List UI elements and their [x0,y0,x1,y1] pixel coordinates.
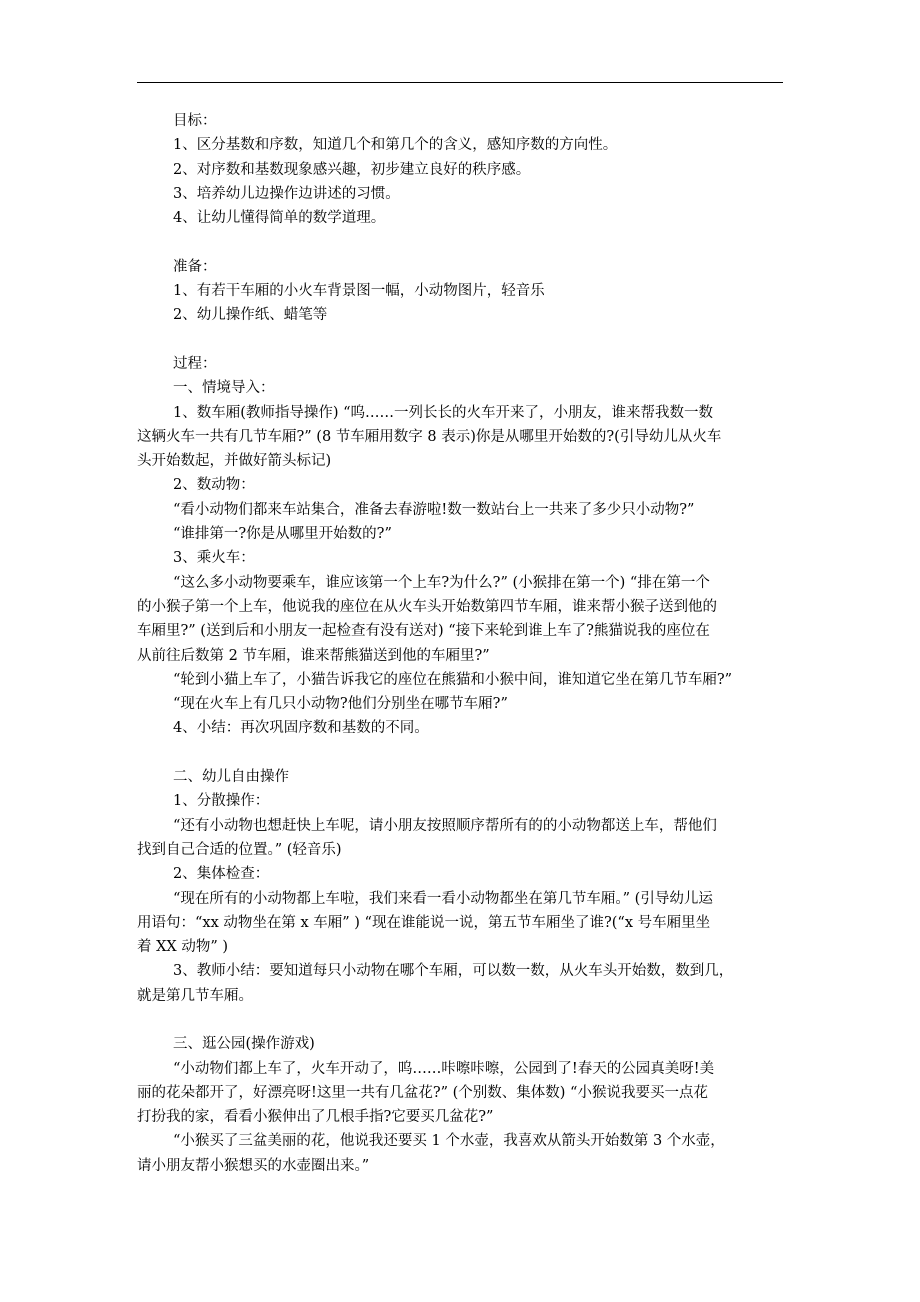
paragraph-line: “小猴买了三盆美丽的花，他说我还要买 1 个水壶，我喜欢从箭头开始数第 3 个水壶， [173,1133,725,1150]
paragraph-line: 的小猴子第一个上车，他说我的座位在从火车头开始数第四节车厢，谁来帮小猴子送到他的 [137,598,717,615]
process-heading: 过程： [173,355,217,372]
paragraph-line: 1、数车厢(教师指导操作) “呜……一列长长的火车开来了，小朋友，谁来帮我数一数 [173,404,714,421]
spacer [137,230,797,254]
paragraph-line: “小动物们都上车了，火车开动了，呜……咔嚓咔嚓，公园到了!春天的公园真美呀!美 [173,1060,715,1077]
paragraph-line: “现在所有的小动物都上车啦，我们来看一看小动物都坐在第几节车厢。” (引导幼儿运 [173,890,713,907]
goal-item: 2、对序数和基数现象感兴趣，初步建立良好的秩序感。 [173,161,531,178]
header-rule [137,82,783,83]
paragraph-line: “轮到小猫上车了，小猫告诉我它的座位在熊猫和小猴中间，谁知道它坐在第几节车厢?” [173,671,733,688]
spacer [137,1008,797,1032]
paragraph-line: “看小动物们都来车站集合，准备去春游啦!数一数站台上一共来了多少只小动物?” [173,501,695,518]
paragraph-line: “这么多小动物要乘车，谁应该第一个上车?为什么?” (小猴排在第一个) “排在第一个 [173,574,710,591]
prep-item: 2、幼儿操作纸、蜡笔等 [173,307,328,324]
paragraph-line: 1、分散操作： [173,793,270,810]
spacer [137,328,797,352]
paragraph-line: 找到自己合适的位置。” (轻音乐) [137,841,342,858]
goals-heading: 目标： [173,113,217,129]
paragraph-line: 4、小结：再次巩固序数和基数的不同。 [173,720,429,737]
section-title: 二、幼儿自由操作 [173,769,289,786]
paragraph-line: 这辆火车一共有几节车厢?” (8 节车厢用数字 8 表示)你是从哪里开始数的?(引导幼儿从火车 [137,428,722,445]
goal-item: 1、区分基数和序数，知道几个和第几个的含义，感知序数的方向性。 [173,137,618,154]
paragraph-line: 打扮我的家，看看小猴伸出了几根手指?它要买几盆花?” [137,1109,494,1126]
spacer [137,741,797,765]
paragraph-line: 车厢里?” (送到后和小朋友一起检查有没有送对) “接下来轮到谁上车了?熊猫说我的座位在 [137,623,710,640]
paragraph-line: 就是第几节车厢。 [137,987,253,1004]
section-title: 一、情境导入： [173,380,275,397]
paragraph-line: “还有小动物也想赶快上车呢，请小朋友按照顺序帮所有的的小动物都送上车，帮他们 [173,817,717,834]
section-title: 三、逛公园(操作游戏) [173,1036,315,1053]
paragraph-line: 着 XX 动物” ) [137,939,229,956]
paragraph-line: 2、集体检查： [173,866,270,883]
paragraph-line: “谁排第一?你是从哪里开始数的?” [173,526,392,543]
paragraph-line: 头开始数起，并做好箭头标记) [137,453,332,470]
prep-item: 1、有若干车厢的小火车背景图一幅，小动物图片，轻音乐 [173,283,545,300]
paragraph-line: 用语句：“xx 动物坐在第 x 车厢” ) “现在谁能说一说，第五节车厢坐了谁?(“x 号车厢里坐 [137,914,711,931]
paragraph-line: “现在火车上有几只小动物?他们分别坐在哪节车厢?” [173,696,508,713]
paragraph-line: 2、数动物： [173,477,255,494]
paragraph-line: 丽的花朵都开了，好漂亮呀!这里一共有几盆花?” (个别数、集体数) “小猴说我要买一点花 [137,1084,708,1101]
paragraph-line: 3、教师小结：要知道每只小动物在哪个车厢，可以数一数，从火车头开始数，数到几， [173,963,734,980]
goal-item: 3、培养幼儿边操作边讲述的习惯。 [173,185,400,202]
paragraph-line: 请小朋友帮小猴想买的水壶圈出来。” [137,1157,370,1174]
goal-item: 4、让幼儿懂得简单的数学道理。 [173,210,386,227]
paragraph-line: 3、乘火车： [173,550,255,567]
paragraph-line: 从前往后数第 2 节车厢，谁来帮熊猫送到他的车厢里?” [137,647,490,664]
document-body [137,109,797,1178]
prep-heading: 准备： [173,258,217,275]
